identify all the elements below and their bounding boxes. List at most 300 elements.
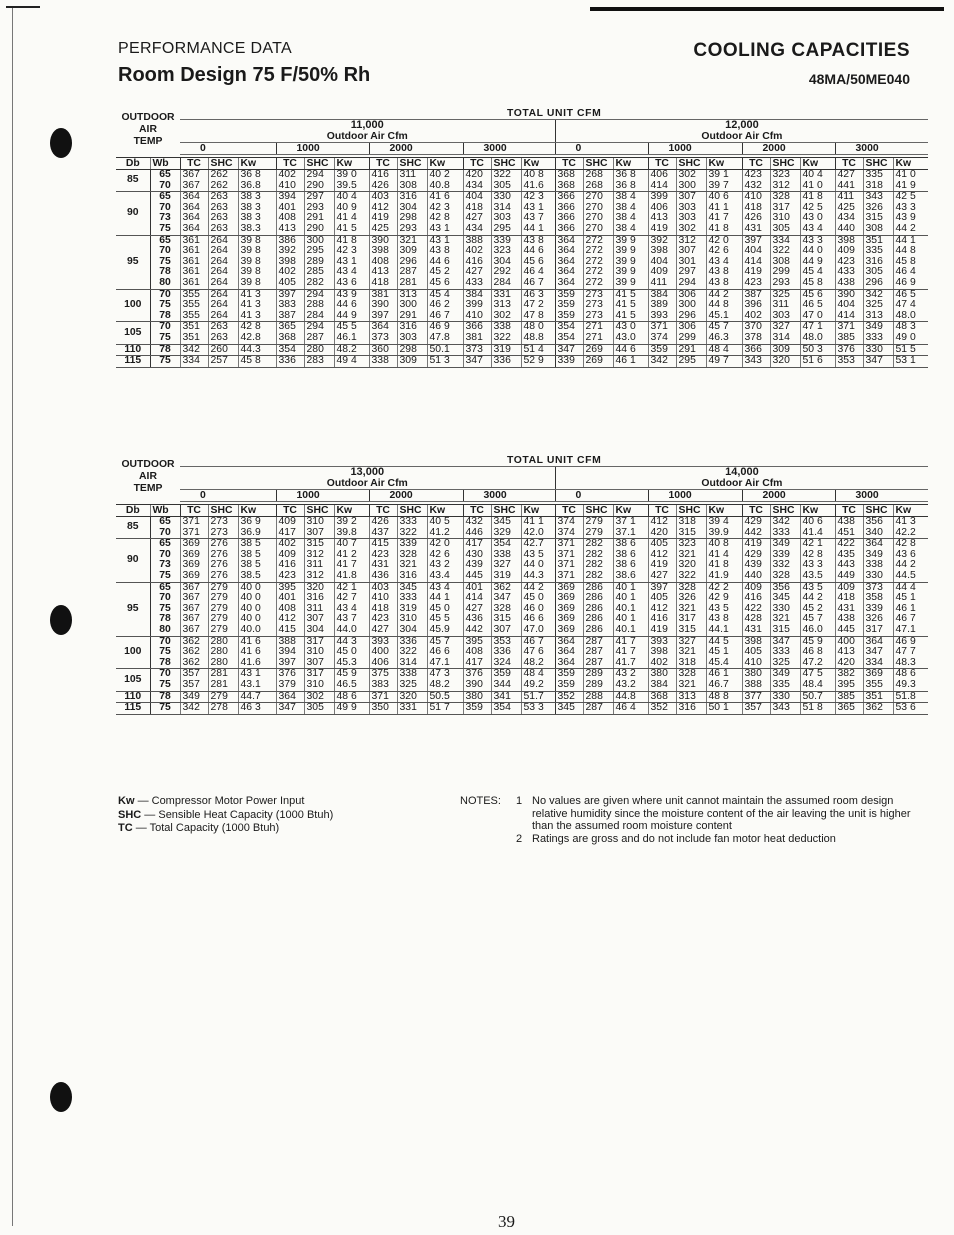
capacity-cell: 351	[863, 691, 893, 703]
capacity-cell: 351	[180, 333, 208, 344]
capacity-cell: 271	[583, 322, 613, 333]
capacity-cell: 314	[770, 333, 800, 344]
capacity-cell: 292	[491, 267, 521, 278]
capacity-cell: 304	[397, 625, 427, 636]
capacity-cell: 378	[742, 333, 770, 344]
capacity-cell: 371	[369, 691, 397, 703]
capacity-cell: 338	[369, 356, 397, 368]
capacity-cell: 279	[208, 582, 238, 593]
capacity-cell: 40.0	[238, 625, 276, 636]
capacity-cell: 45 4	[800, 267, 835, 278]
wb-temp: 78	[150, 311, 180, 322]
capacity-cell: 45 6	[521, 257, 555, 268]
capacity-cell: 43 4	[800, 224, 835, 235]
tc-header: TC	[742, 505, 770, 517]
capacity-cell: 389	[648, 300, 676, 311]
capacity-cell: 365	[835, 703, 863, 715]
capacity-cell: 38 6	[613, 560, 648, 571]
capacity-cell: 264	[208, 300, 238, 311]
capacity-cell: 445	[463, 571, 491, 582]
capacity-cell: 295	[304, 246, 334, 257]
capacity-cell: 294	[304, 322, 334, 333]
capacity-cell: 40 6	[800, 517, 835, 528]
capacity-cell: 286	[583, 582, 613, 593]
capacity-cell: 429	[742, 517, 770, 528]
capacity-cell: 322	[491, 170, 521, 181]
capacity-cell: 43.0	[613, 333, 648, 344]
capacity-cell: 44 1	[893, 235, 928, 246]
shc-header: SHC	[863, 505, 893, 517]
capacity-cell: 351	[863, 235, 893, 246]
capacity-cell: 43 8	[706, 278, 742, 289]
capacity-cell: 369	[180, 539, 208, 550]
capacity-cell: 42 7	[334, 593, 369, 604]
capacity-cell: 43 5	[800, 582, 835, 593]
capacity-cell: 46 4	[521, 267, 555, 278]
capacity-cell: 41 7	[613, 647, 648, 658]
capacity-cell: 289	[304, 257, 334, 268]
capacity-cell: 273	[583, 300, 613, 311]
capacity-cell: 413	[276, 224, 304, 235]
capacity-cell: 364	[276, 691, 304, 703]
capacity-cell: 44 4	[893, 582, 928, 593]
db-temp: 115	[116, 356, 150, 368]
capacity-cell: 322	[397, 647, 427, 658]
capacity-cell: 312	[304, 571, 334, 582]
table-row	[116, 181, 928, 192]
capacity-cell: 390	[369, 300, 397, 311]
capacity-cell: 418	[835, 593, 863, 604]
capacity-cell: 51.8	[893, 691, 928, 703]
capacity-cell: 364	[555, 647, 583, 658]
capacity-cell: 41 7	[613, 636, 648, 647]
table-row	[116, 680, 928, 691]
capacity-cell: 321	[397, 560, 427, 571]
capacity-cell: 347	[491, 593, 521, 604]
note-1: NOTES: 1 No values are given where unit cannot maintain the assumed room design relative humidity since the moisture content of the air leaving the unit is higher than the assumed room moisture content	[460, 795, 911, 832]
capacity-cell: 388	[742, 680, 770, 691]
capacity-cell: 51 8	[800, 703, 835, 715]
capacity-cell: 397	[276, 289, 304, 300]
capacity-cell: 272	[583, 246, 613, 257]
capacity-cell: 41 6	[427, 192, 463, 203]
capacity-cell: 305	[304, 703, 334, 715]
capacity-cell: 298	[397, 344, 427, 356]
capacity-cell: 343	[742, 356, 770, 368]
outdoor-air-bin: 3000	[835, 490, 928, 502]
capacity-cell: 299	[770, 267, 800, 278]
capacity-cell: 42 6	[706, 246, 742, 257]
capacity-cell: 286	[583, 625, 613, 636]
capacity-cell: 383	[369, 680, 397, 691]
capacity-cell: 47 6	[521, 647, 555, 658]
capacity-cell: 279	[583, 528, 613, 539]
capacity-cell: 364	[555, 267, 583, 278]
capacity-cell: 329	[491, 528, 521, 539]
capacity-cell: 314	[397, 658, 427, 669]
table-row	[116, 278, 928, 289]
table-row	[116, 192, 928, 203]
capacity-cell: 359	[555, 669, 583, 680]
capacity-cell: 396	[742, 300, 770, 311]
capacity-cell: 43 9	[334, 289, 369, 300]
capacity-cell: 269	[583, 344, 613, 356]
capacity-cell: 338	[397, 669, 427, 680]
capacity-cell: 282	[583, 550, 613, 561]
wb-temp: 78	[150, 267, 180, 278]
capacity-cell: 44 9	[800, 257, 835, 268]
capacity-cell: 315	[491, 614, 521, 625]
capacity-cell: 39 9	[613, 235, 648, 246]
capacity-cell: 47 8	[521, 311, 555, 322]
capacity-cell: 280	[208, 636, 238, 647]
capacity-cell: 41 1	[706, 203, 742, 214]
capacity-cell: 399	[463, 300, 491, 311]
capacity-cell: 320	[304, 582, 334, 593]
capacity-cell: 293	[304, 203, 334, 214]
capacity-cell: 373	[369, 333, 397, 344]
capacity-cell: 42 5	[893, 192, 928, 203]
capacity-cell: 269	[583, 356, 613, 368]
capacity-cell: 419	[648, 625, 676, 636]
table-row	[116, 246, 928, 257]
capacity-cell: 413	[369, 267, 397, 278]
capacity-cell: 368	[648, 691, 676, 703]
capacity-cell: 310	[397, 614, 427, 625]
tc-header: TC	[180, 505, 208, 517]
capacity-cell: 379	[276, 680, 304, 691]
capacity-cell: 342	[863, 289, 893, 300]
capacity-cell: 270	[583, 203, 613, 214]
capacity-cell: 371	[555, 539, 583, 550]
binder-hole-2	[50, 605, 72, 635]
total-unit-cfm-label: TOTAL UNIT CFM	[180, 108, 928, 120]
capacity-cell: 42.0	[521, 528, 555, 539]
capacity-cell: 263	[208, 203, 238, 214]
capacity-cell: 342	[648, 356, 676, 368]
capacity-cell: 51 3	[427, 356, 463, 368]
capacity-cell: 367	[180, 604, 208, 615]
capacity-cell: 368	[555, 181, 583, 192]
capacity-cell: 402	[276, 170, 304, 181]
capacity-cell: 338	[491, 550, 521, 561]
outdoor-air-temp-label	[116, 455, 180, 505]
capacity-cell: 427	[463, 267, 491, 278]
capacity-cell: 369	[555, 582, 583, 593]
capacity-cell: 423	[369, 550, 397, 561]
capacity-cell: 47 4	[893, 300, 928, 311]
capacity-cell: 330	[491, 192, 521, 203]
capacity-cell: 307	[304, 658, 334, 669]
kw-header: Kw	[800, 505, 835, 517]
capacity-cell: 276	[208, 539, 238, 550]
capacity-cell: 449	[835, 571, 863, 582]
shc-header: SHC	[304, 505, 334, 517]
capacity-cell: 347	[463, 356, 491, 368]
capacity-cell: 39 8	[238, 257, 276, 268]
capacity-cell: 40 5	[427, 517, 463, 528]
capacity-cell: 42 3	[427, 203, 463, 214]
table-row	[116, 224, 928, 235]
wb-header: Wb	[150, 505, 180, 517]
capacity-cell: 50.7	[800, 691, 835, 703]
capacity-cell: 42 1	[334, 582, 369, 593]
capacity-cell: 327	[770, 322, 800, 333]
capacity-cell: 352	[555, 691, 583, 703]
capacity-cell: 300	[676, 300, 706, 311]
capacity-cell: 41 4	[334, 213, 369, 224]
capacity-cell: 38 6	[613, 550, 648, 561]
capacity-cell: 362	[180, 647, 208, 658]
capacity-cell: 442	[742, 528, 770, 539]
capacity-cell: 272	[583, 278, 613, 289]
capacity-cell: 51 5	[893, 344, 928, 356]
capacity-cell: 48.0	[893, 311, 928, 322]
capacity-cell: 39 8	[238, 235, 276, 246]
capacity-cell: 392	[648, 235, 676, 246]
tc-header: TC	[180, 158, 208, 170]
capacity-cell: 46 5	[800, 300, 835, 311]
capacity-cell: 43 4	[427, 582, 463, 593]
capacity-cell: 41 3	[238, 289, 276, 300]
capacity-cell: 336	[491, 356, 521, 368]
capacity-cell: 316	[863, 257, 893, 268]
capacity-cell: 308	[770, 257, 800, 268]
capacity-cell: 367	[180, 625, 208, 636]
capacity-cell: 344	[491, 680, 521, 691]
capacity-cell: 414	[742, 257, 770, 268]
db-temp: 95	[116, 582, 150, 636]
capacity-cell: 426	[369, 181, 397, 192]
capacity-cell: 380	[463, 691, 491, 703]
capacity-cell: 307	[676, 246, 706, 257]
outdoor-air-bin: 1000	[648, 143, 742, 155]
capacity-cell: 270	[583, 213, 613, 224]
capacity-cell: 278	[208, 703, 238, 715]
capacity-cell: 423	[369, 614, 397, 625]
capacity-cell: 366	[555, 224, 583, 235]
capacity-cell: 306	[676, 322, 706, 333]
capacity-cell: 268	[583, 170, 613, 181]
capacity-cell: 42 0	[427, 539, 463, 550]
capacity-cell: 38 3	[238, 203, 276, 214]
capacity-cell: 38 4	[613, 192, 648, 203]
capacity-cell: 419	[742, 267, 770, 278]
capacity-cell: 279	[208, 691, 238, 703]
wb-temp: 75	[150, 680, 180, 691]
capacity-cell: 411	[648, 278, 676, 289]
capacity-cell: 381	[463, 333, 491, 344]
shc-header: SHC	[583, 505, 613, 517]
capacity-cell: 385	[835, 333, 863, 344]
wb-temp: 70	[150, 528, 180, 539]
shc-header: SHC	[208, 505, 238, 517]
capacity-cell: 44 6	[427, 257, 463, 268]
capacity-cell: 355	[180, 289, 208, 300]
capacity-cell: 45 7	[800, 614, 835, 625]
capacity-cell: 410	[276, 181, 304, 192]
capacity-cell: 374	[555, 517, 583, 528]
capacity-cell: 357	[742, 703, 770, 715]
capacity-cell: 338	[491, 322, 521, 333]
capacity-cell: 279	[208, 593, 238, 604]
capacity-cell: 349	[863, 550, 893, 561]
capacity-cell: 313	[863, 311, 893, 322]
capacity-cell: 313	[676, 691, 706, 703]
capacity-cell: 438	[835, 517, 863, 528]
capacity-cell: 44 2	[800, 593, 835, 604]
outdoor-air-bin: 2000	[742, 490, 835, 502]
capacity-cell: 302	[676, 170, 706, 181]
db-temp: 100	[116, 636, 150, 669]
capacity-cell: 43 1	[427, 224, 463, 235]
kw-header: Kw	[238, 505, 276, 517]
capacity-cell: 44 8	[893, 246, 928, 257]
capacity-cell: 276	[208, 550, 238, 561]
capacity-cell: 325	[770, 289, 800, 300]
capacity-cell: 321	[676, 680, 706, 691]
table-row	[116, 257, 928, 268]
capacity-cell: 270	[583, 192, 613, 203]
capacity-cell: 43 3	[800, 560, 835, 571]
capacity-cell: 317	[304, 669, 334, 680]
capacity-cell: 48 8	[706, 691, 742, 703]
wb-temp: 70	[150, 289, 180, 300]
capacity-cell: 408	[276, 213, 304, 224]
capacity-cell: 44.3	[238, 344, 276, 356]
capacity-cell: 351	[180, 322, 208, 333]
capacity-cell: 39.5	[334, 181, 369, 192]
capacity-cell: 43 4	[706, 257, 742, 268]
capacity-cell: 404	[463, 192, 491, 203]
capacity-cell: 427	[463, 213, 491, 224]
tc-header: TC	[276, 158, 304, 170]
unit-cfm-value: 14,000	[555, 467, 928, 479]
capacity-cell: 45 7	[706, 322, 742, 333]
capacity-cell: 287	[397, 267, 427, 278]
capacity-cell: 416	[369, 170, 397, 181]
table-row	[116, 571, 928, 582]
capacity-cell: 282	[583, 560, 613, 571]
capacity-cell: 361	[180, 235, 208, 246]
capacity-cell: 47 3	[427, 669, 463, 680]
capacity-cell: 44.7	[238, 691, 276, 703]
capacity-cell: 36.8	[238, 181, 276, 192]
capacity-cell: 282	[583, 571, 613, 582]
capacity-cell: 361	[180, 278, 208, 289]
capacity-cell: 45 6	[427, 278, 463, 289]
capacity-cell: 377	[742, 691, 770, 703]
wb-temp: 75	[150, 647, 180, 658]
capacity-cell: 39 0	[334, 170, 369, 181]
capacity-cell: 36 8	[613, 181, 648, 192]
unit-cfm-value: 13,000	[350, 466, 385, 478]
capacity-cell: 358	[863, 593, 893, 604]
db-temp: 85	[116, 517, 150, 539]
capacity-cell: 45 8	[238, 356, 276, 368]
capacity-cell: 47 7	[893, 647, 928, 658]
capacity-cell: 286	[583, 593, 613, 604]
table-row	[116, 213, 928, 224]
capacity-cell: 287	[583, 658, 613, 669]
shc-header: SHC	[583, 158, 613, 170]
tc-header: TC	[835, 505, 863, 517]
capacity-cell: 401	[463, 582, 491, 593]
capacity-cell: 263	[208, 322, 238, 333]
capacity-cell: 409	[835, 246, 863, 257]
capacity-cell: 408	[276, 604, 304, 615]
capacity-cell: 44 9	[334, 311, 369, 322]
capacity-cell: 347	[770, 636, 800, 647]
capacity-cell: 347	[555, 344, 583, 356]
capacity-cell: 364	[863, 539, 893, 550]
wb-temp: 78	[150, 344, 180, 356]
total-unit-cfm-label: TOTAL UNIT CFM	[180, 455, 928, 467]
capacity-cell: 42 3	[334, 246, 369, 257]
capacity-cell: 436	[369, 571, 397, 582]
capacity-cell: 426	[369, 517, 397, 528]
capacity-cell: 46 4	[893, 267, 928, 278]
capacity-cell: 38 5	[238, 560, 276, 571]
capacity-cell: 419	[648, 560, 676, 571]
table-row	[116, 636, 928, 647]
capacity-cell: 331	[491, 289, 521, 300]
capacity-cell: 36.9	[238, 528, 276, 539]
capacity-cell: 38 5	[238, 550, 276, 561]
capacity-cell: 345	[770, 593, 800, 604]
capacity-cell: 404	[835, 300, 863, 311]
notes	[460, 795, 920, 845]
capacity-cell: 44.5	[893, 571, 928, 582]
capacity-cell: 286	[583, 604, 613, 615]
capacity-cell: 51 6	[800, 356, 835, 368]
wb-temp: 80	[150, 278, 180, 289]
capacity-cell: 46 6	[521, 614, 555, 625]
shc-header: SHC	[676, 505, 706, 517]
capacity-cell: 45 1	[706, 647, 742, 658]
capacity-cell: 273	[583, 311, 613, 322]
outdoor-air-cfm-label: Outdoor Air Cfm	[555, 131, 928, 143]
capacity-cell: 384	[648, 289, 676, 300]
capacity-cell: 297	[676, 267, 706, 278]
capacity-cell: 408	[369, 257, 397, 268]
capacity-cell: 39 7	[706, 181, 742, 192]
capacity-cell: 303	[397, 333, 427, 344]
capacity-cell: 43 3	[800, 235, 835, 246]
capacity-cell: 360	[369, 344, 397, 356]
capacity-cell: 431	[742, 625, 770, 636]
capacity-cell: 405	[648, 539, 676, 550]
capacity-cell: 40 1	[613, 614, 648, 625]
capacity-cell: 327	[491, 560, 521, 571]
wb-temp: 70	[150, 636, 180, 647]
capacity-cell: 272	[583, 257, 613, 268]
db-temp: 100	[116, 289, 150, 322]
capacity-cell: 308	[863, 224, 893, 235]
capacity-cell: 387	[276, 311, 304, 322]
shc-header: SHC	[397, 158, 427, 170]
capacity-cell: 317	[770, 203, 800, 214]
capacity-cell: 349	[863, 322, 893, 333]
capacity-cell: 39 1	[706, 170, 742, 181]
tc-header: TC	[835, 158, 863, 170]
wb-temp: 65	[150, 517, 180, 528]
capacity-cell: 280	[304, 344, 334, 356]
shc-header: SHC	[491, 505, 521, 517]
capacity-cell: 290	[304, 224, 334, 235]
capacity-cell: 317	[863, 625, 893, 636]
capacity-cell: 313	[491, 300, 521, 311]
